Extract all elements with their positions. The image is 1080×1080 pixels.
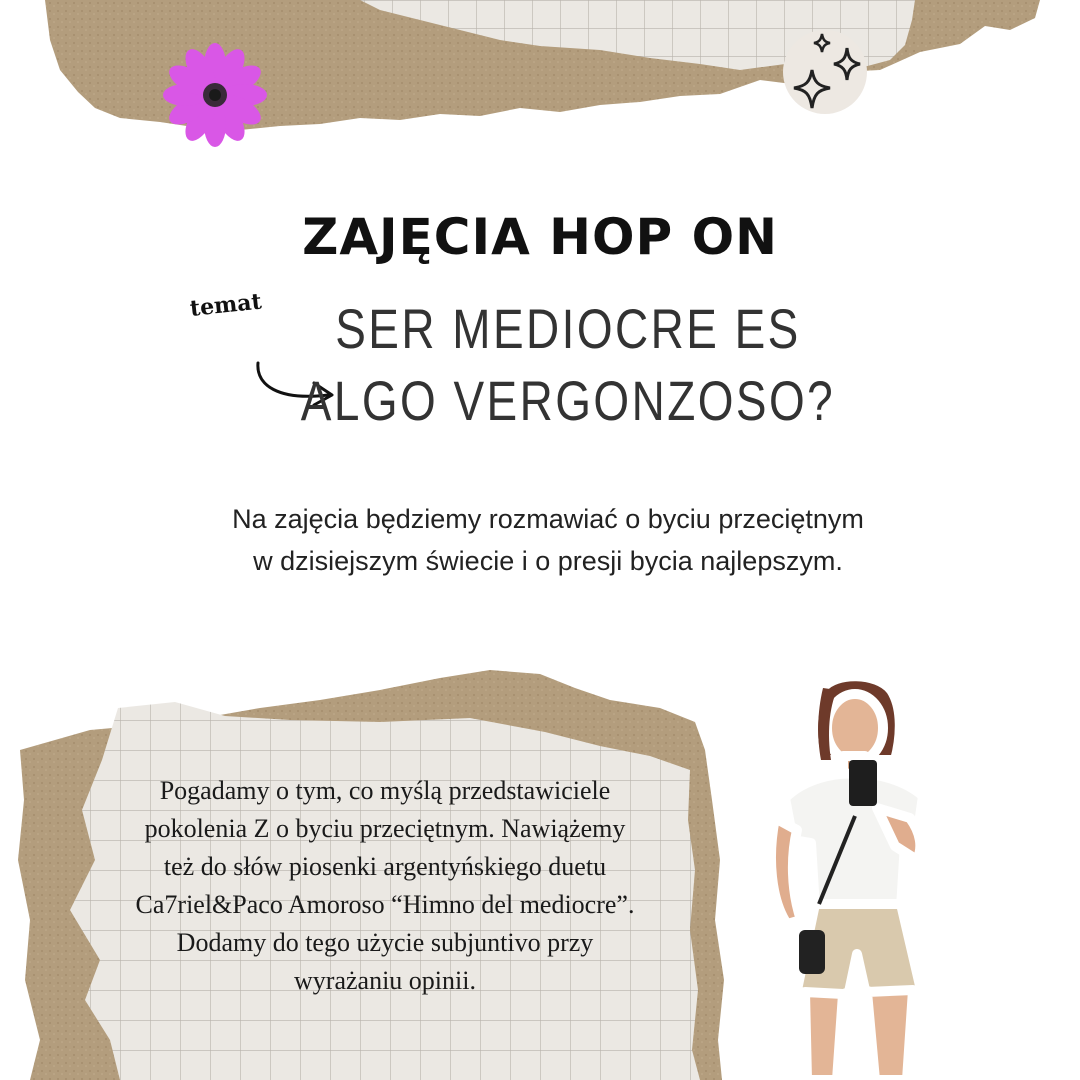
top-paper-decoration (0, 0, 1080, 160)
intro-line-1: Na zajęcia będziemy rozmawiać o byciu przeciętnym (232, 504, 864, 534)
card-line: pokolenia Z o byciu przeciętnym. Nawiążemy (144, 814, 626, 843)
topic-title-line-1: SER MEDIOCRE ES (335, 297, 801, 360)
card-line: Pogadamy o tym, co myślą przedstawiciele (159, 776, 611, 805)
card-line: Ca7riel&Paco Amoroso “Himno del mediocre”. (135, 890, 635, 919)
card-line: wyrażaniu opinii. (294, 966, 476, 995)
topic-title-line-2: ALGO VERGONZOSO? (300, 369, 836, 432)
card-line: też do słów piosenki argentyńskiego duetu (163, 852, 607, 881)
intro-text (120, 498, 976, 582)
topic-label: temat (188, 288, 263, 322)
page-title: ZAJĘCIA HOP ON (302, 208, 778, 266)
teacher-photo (745, 668, 955, 1080)
card-text (80, 772, 690, 1000)
card-line: Dodamy do tego użycie subjuntivo przy (176, 928, 594, 957)
intro-line-2: w dzisiejszym świecie i o presji bycia najlepszym. (253, 546, 843, 576)
sparkles-icon (783, 30, 867, 114)
